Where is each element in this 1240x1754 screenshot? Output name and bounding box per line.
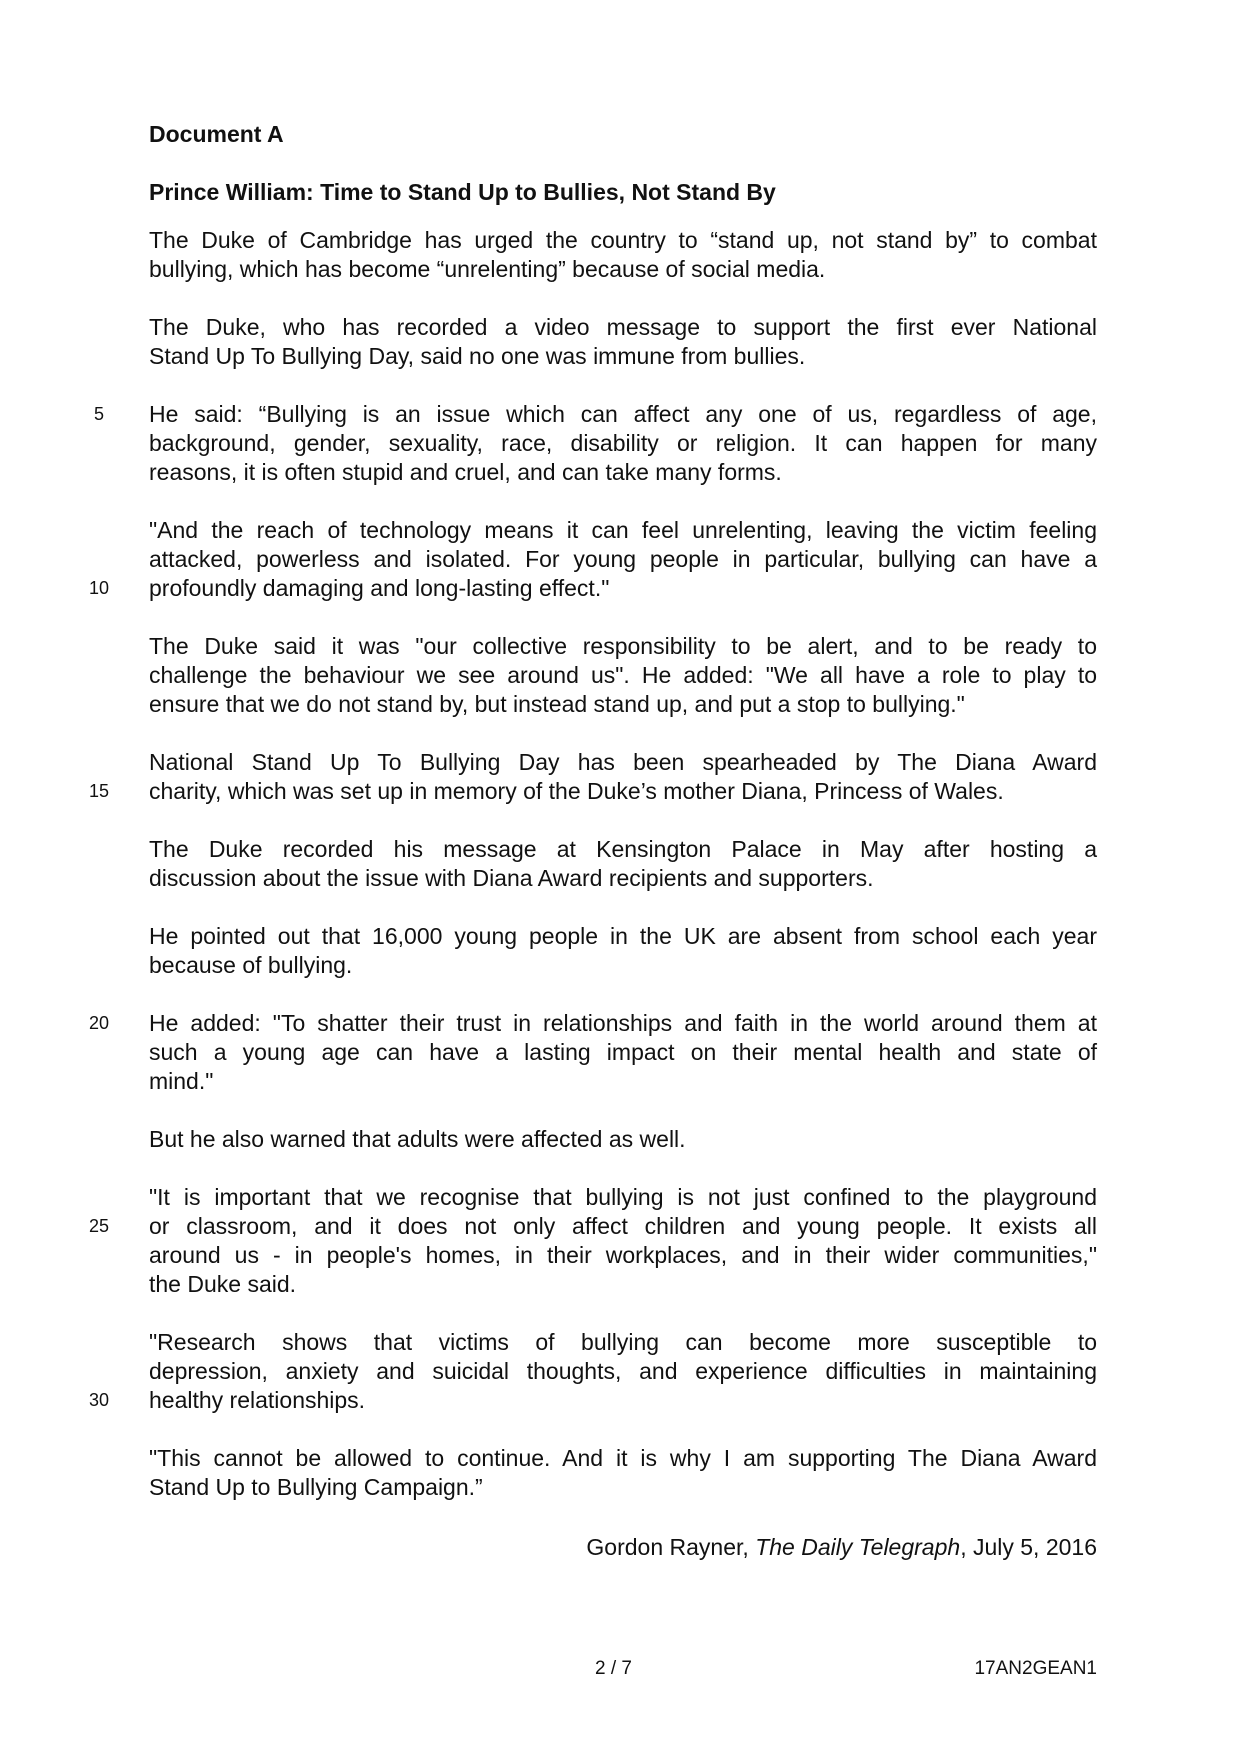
- text-line: He added: "To shatter their trust in relationships and faith in the world around them at: [149, 1010, 1097, 1036]
- text-line: "Research shows that victims of bullying can become more susceptible to: [149, 1329, 1097, 1355]
- text-line: Stand Up to Bullying Campaign.”: [149, 1474, 483, 1500]
- article-attribution: [586, 1533, 1097, 1562]
- line-number: 15: [88, 781, 110, 801]
- text-line: such a young age can have a lasting impact on their mental health and state of: [149, 1039, 1097, 1065]
- attribution-publication: The Daily Telegraph: [755, 1534, 961, 1560]
- text-line: reasons, it is often stupid and cruel, and can take many forms.: [149, 459, 782, 485]
- text-line: The Duke recorded his message at Kensington Palace in May after hosting a: [149, 836, 1097, 862]
- text-line: But he also warned that adults were affected as well.: [149, 1126, 686, 1152]
- line-number: 20: [88, 1013, 110, 1033]
- text-line: profoundly damaging and long-lasting effect.": [149, 575, 610, 601]
- text-line: the Duke said.: [149, 1271, 297, 1297]
- document-code: 17AN2GEAN1: [974, 1658, 1097, 1679]
- text-line: Stand Up To Bullying Day, said no one was immune from bullies.: [149, 343, 806, 369]
- text-line: because of bullying.: [149, 952, 353, 978]
- text-line: National Stand Up To Bullying Day has been spearheaded by The Diana Award: [149, 749, 1097, 775]
- text-line: The Duke of Cambridge has urged the country to “stand up, not stand by” to combat: [149, 227, 1097, 253]
- attribution-author: Gordon Rayner,: [586, 1534, 749, 1560]
- text-line: The Duke said it was "our collective responsibility to be alert, and to be ready to: [149, 633, 1097, 659]
- text-line: discussion about the issue with Diana Award recipients and supporters.: [149, 865, 874, 891]
- text-line: He said: “Bullying is an issue which can affect any one of us, regardless of age,: [149, 401, 1097, 427]
- text-line: or classroom, and it does not only affect children and young people. It exists all: [149, 1213, 1097, 1239]
- document-label: Document A: [149, 121, 284, 147]
- text-line: "It is important that we recognise that bullying is not just confined to the playground: [149, 1184, 1097, 1210]
- text-line: healthy relationships.: [149, 1387, 366, 1413]
- text-line: mind.": [149, 1068, 214, 1094]
- text-line: "This cannot be allowed to continue. And it is why I am supporting The Diana Award: [149, 1445, 1097, 1471]
- line-number: 25: [88, 1216, 110, 1236]
- text-line: bullying, which has become “unrelenting” because of social media.: [149, 256, 826, 282]
- text-line: charity, which was set up in memory of the Duke’s mother Diana, Princess of Wales.: [149, 778, 1004, 804]
- text-line: The Duke, who has recorded a video message to support the first ever National: [149, 314, 1097, 340]
- attribution-date: , July 5, 2016: [960, 1534, 1097, 1560]
- page-number: 2 / 7: [595, 1658, 632, 1679]
- text-line: around us - in people's homes, in their workplaces, and in their wider communities,": [149, 1242, 1097, 1268]
- line-number: 10: [88, 578, 110, 598]
- text-line: attacked, powerless and isolated. For young people in particular, bullying can have a: [149, 546, 1097, 572]
- text-line: He pointed out that 16,000 young people in the UK are absent from school each year: [149, 923, 1097, 949]
- line-number: 5: [93, 404, 104, 424]
- text-line: background, gender, sexuality, race, disability or religion. It can happen for many: [149, 430, 1097, 456]
- text-line: "And the reach of technology means it can feel unrelenting, leaving the victim feeling: [149, 517, 1097, 543]
- text-line: depression, anxiety and suicidal thoughts, and experience difficulties in maintaining: [149, 1358, 1097, 1384]
- line-number: 30: [88, 1390, 110, 1410]
- text-line: challenge the behaviour we see around us". He added: "We all have a role to play to: [149, 662, 1097, 688]
- document-title: Prince William: Time to Stand Up to Bullies, Not Stand By: [149, 179, 776, 205]
- text-line: ensure that we do not stand by, but instead stand up, and put a stop to bullying.": [149, 691, 965, 717]
